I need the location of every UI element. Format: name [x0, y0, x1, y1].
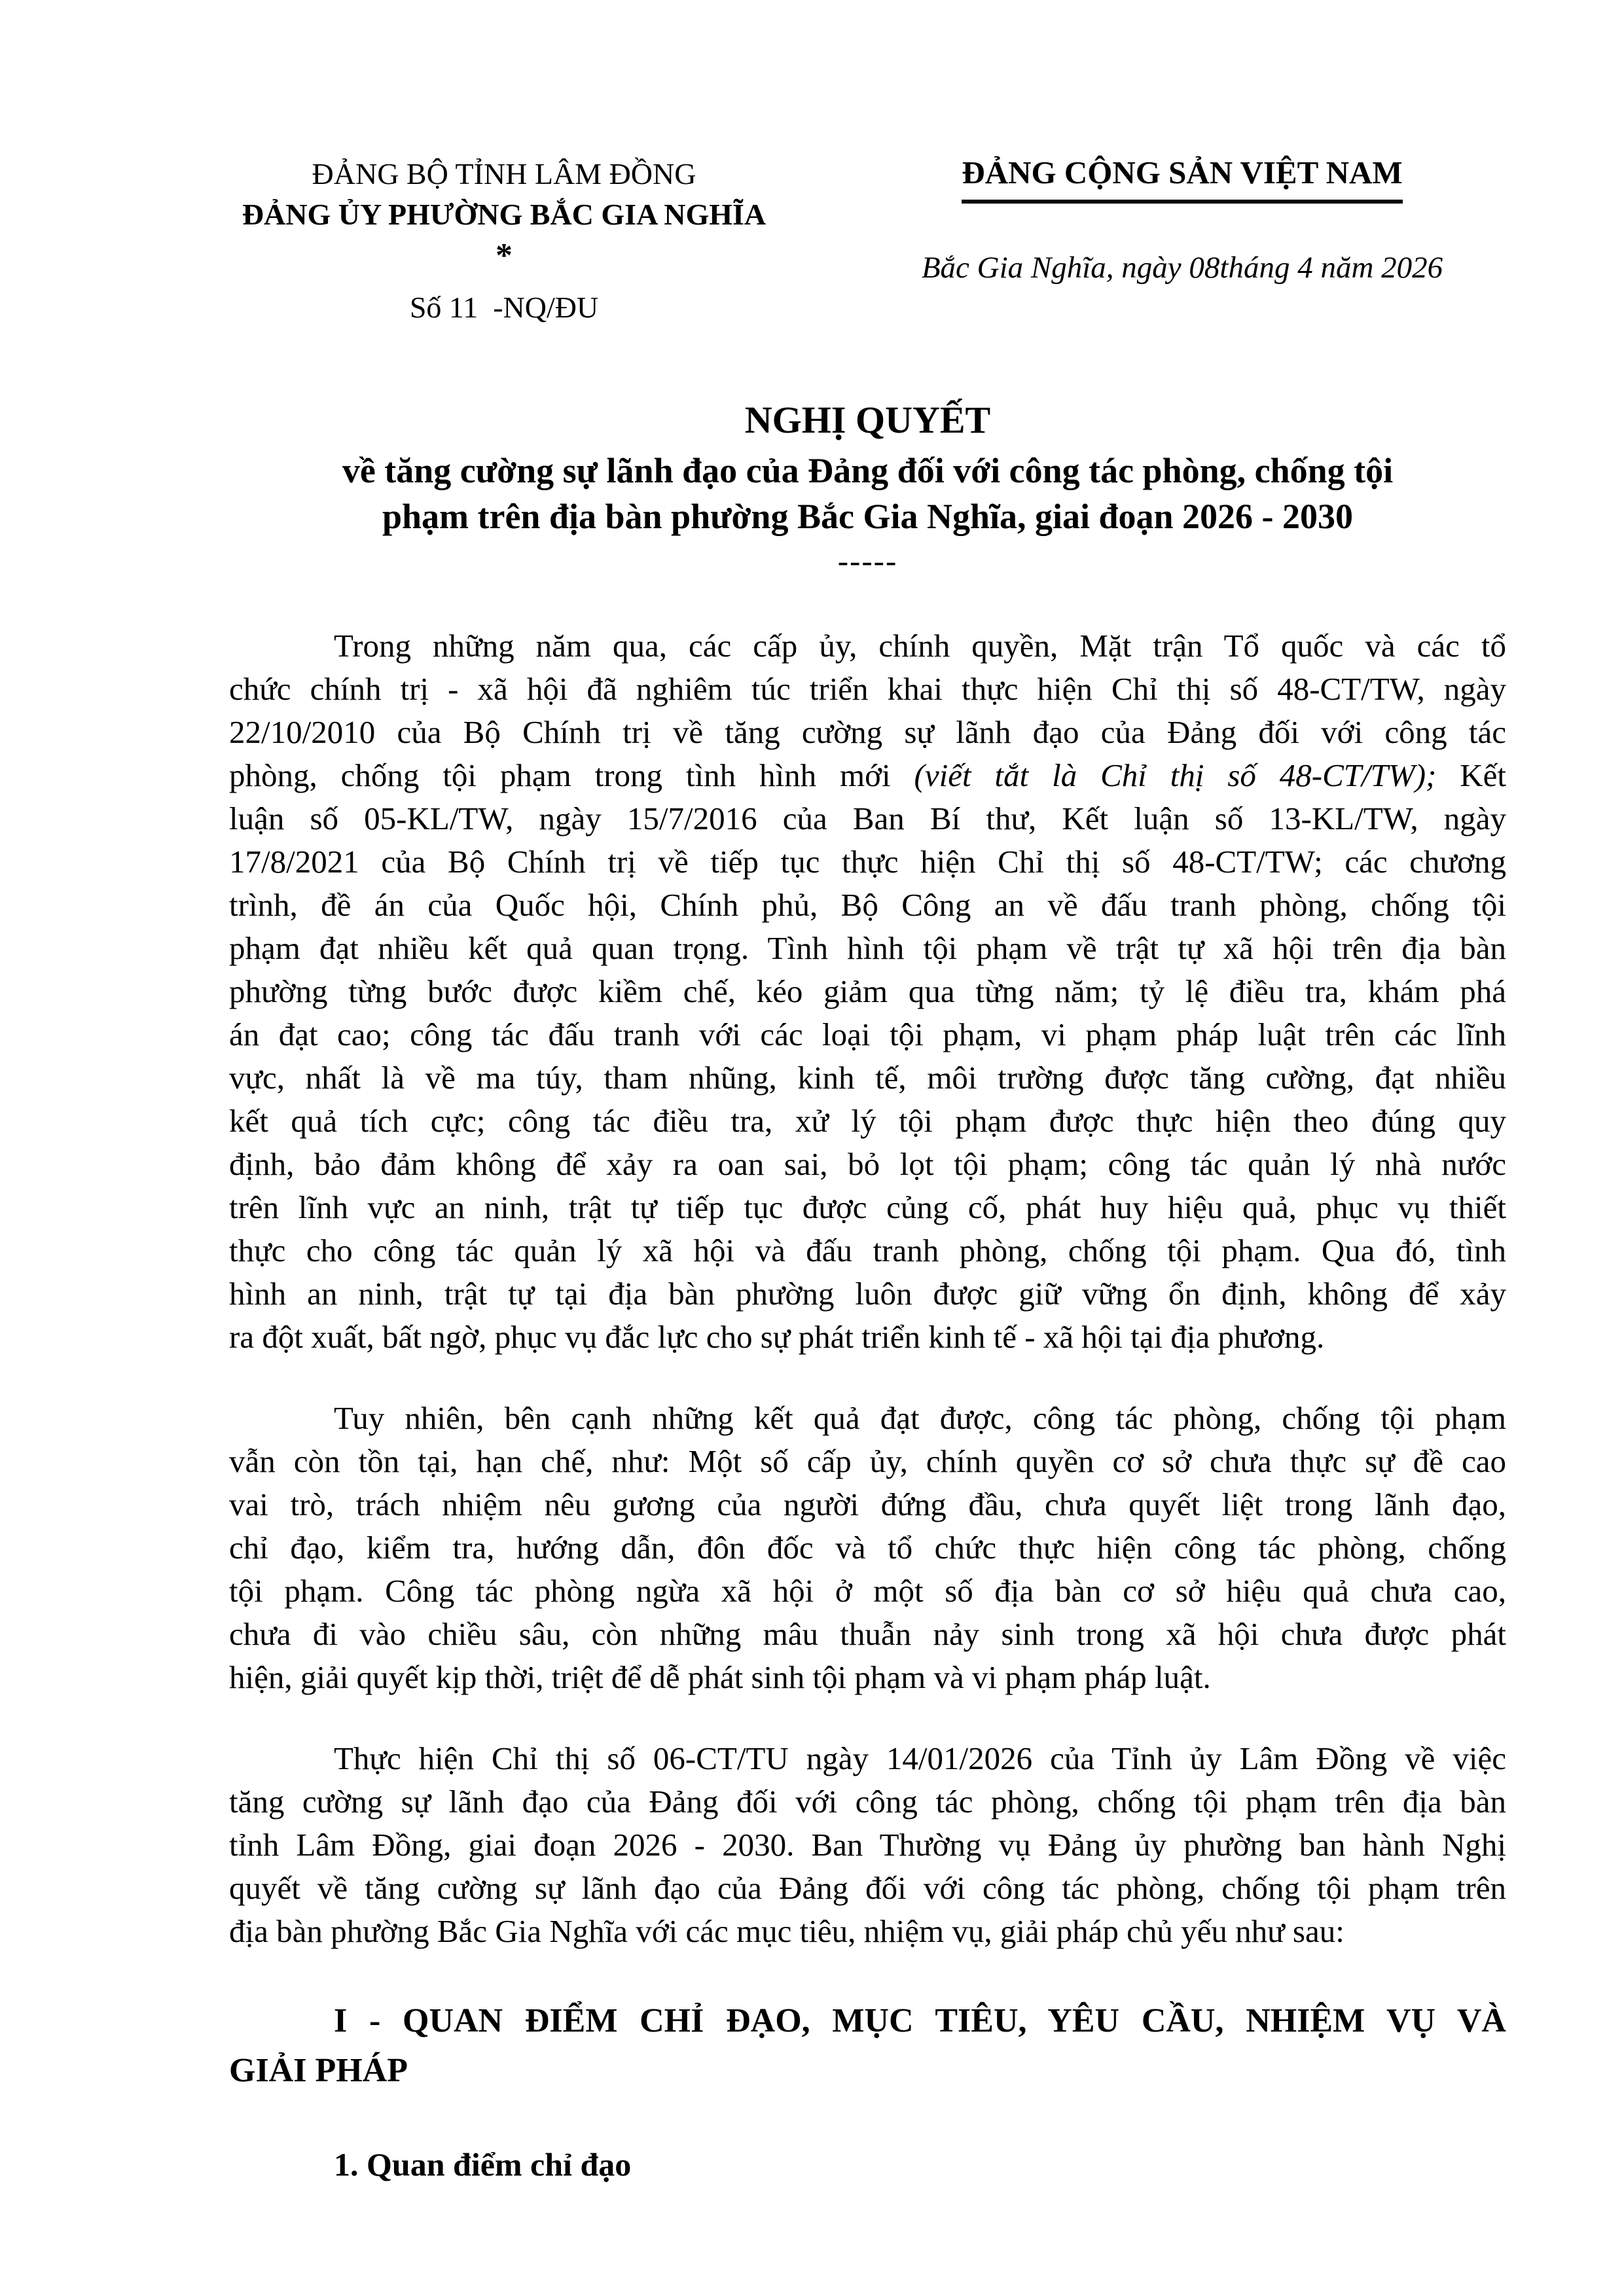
text-line: 1. Quan điểm chỉ đạo [334, 2146, 632, 2183]
text-line: I - QUAN ĐIỂM CHỈ ĐẠO, MỤC TIÊU, YÊU CẦU, NHIỆM VỤ VÀ [334, 2002, 1506, 2039]
party-committee-ward: ĐẢNG ỦY PHƯỜNG BẮC GIA NGHĨA [242, 198, 767, 231]
text-line: án đạt cao; công tác đấu tranh với các loại tội phạm, vi phạm pháp luật trên các lĩnh [229, 1016, 1506, 1052]
text-line: trình, đề án của Quốc hội, Chính phủ, Bộ Công an về đấu tranh phòng, chống tội [229, 887, 1506, 923]
text-line: thực cho công tác quản lý xã hội và đấu tranh phòng, chống tội phạm. Qua đó, tình [229, 1232, 1506, 1268]
subtitle-line: phạm trên địa bàn phường Bắc Gia Nghĩa, giai đoạn 2026 - 2030 [382, 497, 1354, 536]
text-line: 22/10/2010 của Bộ Chính trị về tăng cường sự lãnh đạo của Đảng đối với công tác [229, 714, 1506, 750]
text-line: vai trò, trách nhiệm nêu gương của người đứng đầu, chưa quyết liệt trong lãnh đạo, [229, 1486, 1506, 1522]
document-header [229, 154, 1506, 328]
text-line: Thực hiện Chỉ thị số 06-CT/TU ngày 14/01/2026 của Tỉnh ủy Lâm Đồng về việc [334, 1740, 1506, 1776]
text-line: Trong những năm qua, các cấp ủy, chính quyền, Mặt trận Tổ quốc và các tổ [334, 628, 1506, 664]
text-line: vực, nhất là về ma túy, tham nhũng, kinh tế, môi trường được tăng cường, đạt nhiều [229, 1060, 1506, 1096]
text-line: Tuy nhiên, bên cạnh những kết quả đạt được, công tác phòng, chống tội phạm [334, 1400, 1506, 1436]
text-line: quyết về tăng cường sự lãnh đạo của Đảng đối với công tác phòng, chống tội phạm trên [229, 1870, 1506, 1906]
national-header-block [858, 154, 1506, 286]
text-line: phường từng bước được kiềm chế, kéo giảm qua từng năm; tỷ lệ điều tra, khám phá [229, 973, 1506, 1009]
sub-heading [229, 2143, 1506, 2186]
text-line: chỉ đạo, kiểm tra, hướng dẫn, đôn đốc và tổ chức thực hiện công tác phòng, chống [229, 1530, 1506, 1566]
text-line: tội phạm. Công tác phòng ngừa xã hội ở một số địa bàn cơ sở hiệu quả chưa cao, [229, 1573, 1506, 1609]
text-line: địa bàn phường Bắc Gia Nghĩa với các mục tiêu, nhiệm vụ, giải pháp chủ yếu như sau: [229, 1913, 1344, 1949]
issuing-authority-block [229, 154, 779, 328]
title-block [229, 397, 1506, 577]
document-number: Số 11 -NQ/ĐU [409, 291, 599, 324]
place-dateline: Bắc Gia Nghĩa, ngày 08tháng 4 năm 2026 [921, 251, 1443, 285]
text-line: 17/8/2021 của Bộ Chính trị về tiếp tục thực hiện Chỉ thị số 48-CT/TW; các chương [229, 844, 1506, 880]
document-title: NGHỊ QUYẾT [744, 399, 991, 441]
text-line: phạm đạt nhiều kết quả quan trọng. Tình hình tội phạm về trật tự xã hội trên địa bàn [229, 930, 1506, 966]
text-line: tỉnh Lâm Đồng, giai đoạn 2026 - 2030. Ban Thường vụ Đảng ủy phường ban hành Nghị [229, 1827, 1506, 1863]
party-name: ĐẢNG CỘNG SẢN VIỆT NAM [962, 154, 1402, 204]
paragraph [229, 624, 1506, 1359]
text-line: vẫn còn tồn tại, hạn chế, như: Một số cấp ủy, chính quyền cơ sở chưa thực sự đề cao [229, 1443, 1506, 1479]
text-line: kết quả tích cực; công tác điều tra, xử lý tội phạm được thực hiện theo đúng quy [229, 1103, 1506, 1139]
text-line: GIẢI PHÁP [229, 2052, 408, 2089]
text-line: chức chính trị - xã hội đã nghiêm túc triển khai thực hiện Chỉ thị số 48-CT/TW, ngày [229, 671, 1506, 707]
text-line: tăng cường sự lãnh đạo của Đảng đối với công tác phòng, chống tội phạm trên địa bàn [229, 1784, 1506, 1820]
subtitle-line: về tăng cường sự lãnh đạo của Đảng đối với công tác phòng, chống tội [342, 451, 1394, 490]
text-line: hiện, giải quyết kịp thời, triệt để dễ phát sinh tội phạm và vi phạm pháp luật. [229, 1659, 1211, 1695]
party-committee-province: ĐẢNG BỘ TỈNH LÂM ĐỒNG [312, 157, 696, 190]
paragraph [229, 1397, 1506, 1699]
document-subtitle [229, 448, 1506, 539]
party-name-wrap [858, 154, 1506, 204]
section-heading [229, 1996, 1506, 2096]
text-line: chưa đi vào chiều sâu, còn những mâu thuẫn nảy sinh trong xã hội chưa được phát [229, 1616, 1506, 1652]
paragraph [229, 1737, 1506, 1953]
text-line: ra đột xuất, bất ngờ, phục vụ đắc lực cho sự phát triển kinh tế - xã hội tại địa phương. [229, 1319, 1325, 1355]
text-line: luận số 05-KL/TW, ngày 15/7/2016 của Ban Bí thư, Kết luận số 13-KL/TW, ngày [229, 800, 1506, 836]
text-line: hình an ninh, trật tự tại địa bàn phường luôn được giữ vững ổn định, không để xảy [229, 1276, 1506, 1312]
star-separator: * [496, 237, 513, 274]
document-body [229, 624, 1506, 2186]
text-line: trên lĩnh vực an ninh, trật tự tiếp tục được củng cố, phát huy hiệu quả, phục vụ thiết [229, 1189, 1506, 1225]
text-line: phòng, chống tội phạm trong tình hình mới (viết tắt là Chỉ thị số 48-CT/TW); Kết [229, 757, 1507, 793]
text-line: định, bảo đảm không để xảy ra oan sai, bỏ lọt tội phạm; công tác quản lý nhà nước [229, 1146, 1506, 1182]
separator-dashes: ----- [837, 543, 898, 579]
